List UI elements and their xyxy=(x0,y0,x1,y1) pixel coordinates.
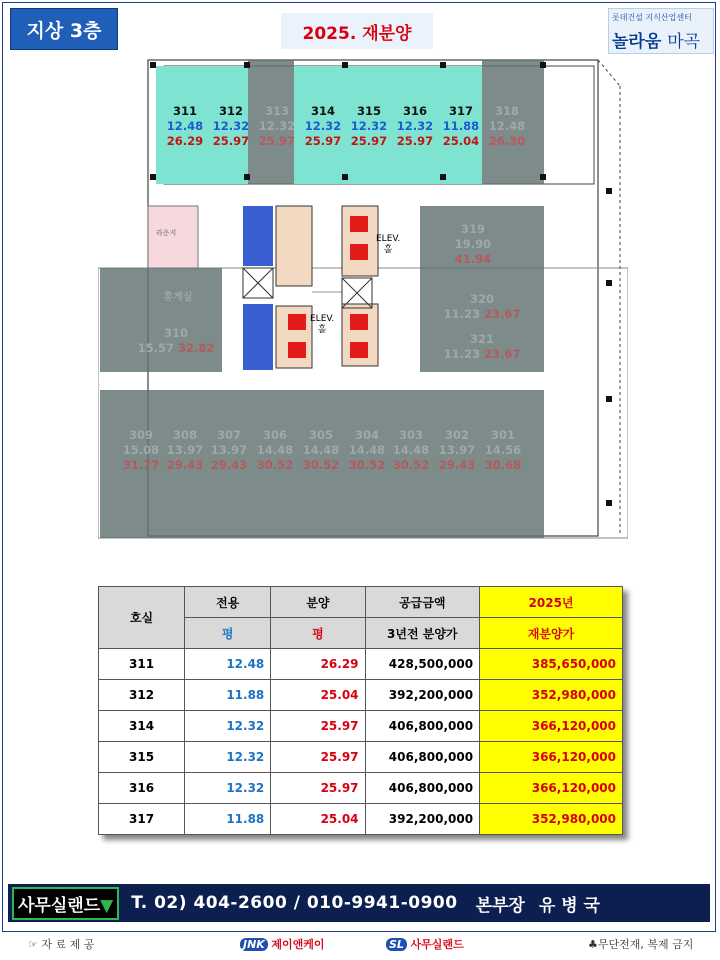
phone-number[interactable]: T. 02) 404-2600 / 010-9941-0900 xyxy=(131,893,458,913)
contact-title: 본부장 xyxy=(475,895,525,916)
cell-exclusive: 12.32 xyxy=(185,742,271,773)
logo-subtitle: 롯데건설 지식산업센터 xyxy=(612,13,692,22)
cell-new-price: 385,650,000 xyxy=(480,649,623,680)
elevator-hall-label-lower: ELEV. 홀 xyxy=(310,314,335,335)
unit-label-301: 301 14.56 30.68 xyxy=(484,428,522,472)
cell-room: 315 xyxy=(99,742,185,773)
logo-title: 놀라움 마곡 xyxy=(612,32,701,52)
unit-label-302: 302 13.97 29.43 xyxy=(438,428,476,472)
cell-exclusive: 12.32 xyxy=(185,773,271,804)
header-unit-py: 평 xyxy=(185,618,271,649)
unit-label-308: 308 13.97 29.43 xyxy=(166,428,204,472)
unit-label-315[interactable]: 315 12.32 25.97 xyxy=(350,104,388,148)
unit-label-307: 307 13.97 29.43 xyxy=(210,428,248,472)
unit-label-319: 319 19.90 41.94 xyxy=(454,222,492,266)
page-title: 2025. 재분양 xyxy=(281,13,433,49)
cell-old-price: 392,200,000 xyxy=(365,680,480,711)
footer-notice: ♣무단전재, 복제 금지 xyxy=(588,938,694,951)
cell-supply: 25.97 xyxy=(271,742,365,773)
brand-badge: 사무실랜드▼ xyxy=(12,887,119,920)
cell-old-price: 406,800,000 xyxy=(365,742,480,773)
unit-label-320: 320 11.23 23.67 xyxy=(443,292,521,321)
cell-exclusive: 11.88 xyxy=(185,804,271,835)
unit-label-309: 309 15.08 31.77 xyxy=(122,428,160,472)
cell-supply: 26.29 xyxy=(271,649,365,680)
unit-label-312[interactable]: 312 12.32 25.97 xyxy=(212,104,250,148)
unit-label-318: 318 12.48 26.30 xyxy=(488,104,526,148)
column-marker xyxy=(606,280,612,286)
table-row xyxy=(99,804,623,835)
cell-new-price: 366,120,000 xyxy=(480,711,623,742)
unit-label-310: 310 15.57 32.82 xyxy=(137,326,215,355)
unit-label-306: 306 14.48 30.52 xyxy=(256,428,294,472)
cell-new-price: 366,120,000 xyxy=(480,742,623,773)
header-old-price: 3년전 분양가 xyxy=(365,618,480,649)
table-row xyxy=(99,680,623,711)
cell-supply: 25.97 xyxy=(271,711,365,742)
column-marker xyxy=(150,174,156,180)
cell-room: 311 xyxy=(99,649,185,680)
unit-label-317[interactable]: 317 11.88 25.04 xyxy=(442,104,480,148)
cell-supply: 25.04 xyxy=(271,804,365,835)
column-marker xyxy=(342,62,348,68)
cell-room: 316 xyxy=(99,773,185,804)
cell-room: 312 xyxy=(99,680,185,711)
header-supply: 분양 xyxy=(271,587,365,618)
column-marker xyxy=(606,188,612,194)
unit-label-314[interactable]: 314 12.32 25.97 xyxy=(304,104,342,148)
column-marker xyxy=(342,174,348,180)
footer-source: ☞ 자 료 제 공 xyxy=(28,938,95,951)
cell-exclusive: 12.32 xyxy=(185,711,271,742)
cell-supply: 25.04 xyxy=(271,680,365,711)
lounge-label: 라운지 xyxy=(156,229,177,237)
cell-room: 314 xyxy=(99,711,185,742)
cell-old-price: 392,200,000 xyxy=(365,804,480,835)
header-unit-py-supply: 평 xyxy=(271,618,365,649)
unit-label-321: 321 11.23 23.67 xyxy=(443,332,521,361)
cell-old-price: 406,800,000 xyxy=(365,773,480,804)
header-price: 공급금액 xyxy=(365,587,480,618)
contact-bar xyxy=(8,884,710,922)
jnk-logo: JNK xyxy=(240,938,268,951)
cell-new-price: 352,980,000 xyxy=(480,680,623,711)
cell-old-price: 406,800,000 xyxy=(365,711,480,742)
header-exclusive: 전용 xyxy=(185,587,271,618)
brand-logo xyxy=(608,8,714,54)
floor-plan xyxy=(98,56,628,540)
column-marker xyxy=(150,62,156,68)
column-marker xyxy=(440,62,446,68)
header-year: 2025년 xyxy=(480,587,623,618)
cell-exclusive: 12.48 xyxy=(185,649,271,680)
contact-name: 유 병 국 xyxy=(538,895,600,916)
column-marker xyxy=(244,62,250,68)
table-row xyxy=(99,742,623,773)
table-row xyxy=(99,711,623,742)
column-marker xyxy=(606,500,612,506)
unit-label-304: 304 14.48 30.52 xyxy=(348,428,386,472)
unit-label-313: 313 12.32 25.97 xyxy=(258,104,296,148)
cell-new-price: 366,120,000 xyxy=(480,773,623,804)
unit-label-305: 305 14.48 30.52 xyxy=(302,428,340,472)
table-row xyxy=(99,649,623,680)
footer-company-jnk: JNK 제이앤케이 xyxy=(240,936,324,952)
rest-area-label: 휴게실 xyxy=(163,292,193,303)
cell-supply: 25.97 xyxy=(271,773,365,804)
triangle-down-icon: ▼ xyxy=(100,895,114,916)
cell-exclusive: 11.88 xyxy=(185,680,271,711)
column-marker xyxy=(540,174,546,180)
cell-room: 317 xyxy=(99,804,185,835)
cell-old-price: 428,500,000 xyxy=(365,649,480,680)
elevator-hall-label-upper: ELEV. 홀 xyxy=(376,234,401,255)
header-room: 호실 xyxy=(99,587,185,649)
column-marker xyxy=(540,62,546,68)
column-marker xyxy=(606,396,612,402)
unit-label-316[interactable]: 316 12.32 25.97 xyxy=(396,104,434,148)
unit-label-311[interactable]: 311 12.48 26.29 xyxy=(166,104,204,148)
column-marker xyxy=(440,174,446,180)
cell-new-price: 352,980,000 xyxy=(480,804,623,835)
floor-badge: 지상 3층 xyxy=(10,8,118,50)
unit-label-303: 303 14.48 30.52 xyxy=(392,428,430,472)
unit-price-table xyxy=(98,586,623,835)
table-row xyxy=(99,773,623,804)
sl-logo: SL xyxy=(386,938,407,951)
header-resale-price: 재분양가 xyxy=(480,618,623,649)
unit-block-310 xyxy=(100,268,222,372)
column-marker xyxy=(244,174,250,180)
footer-company-sl: SL 사무실랜드 xyxy=(386,936,464,952)
